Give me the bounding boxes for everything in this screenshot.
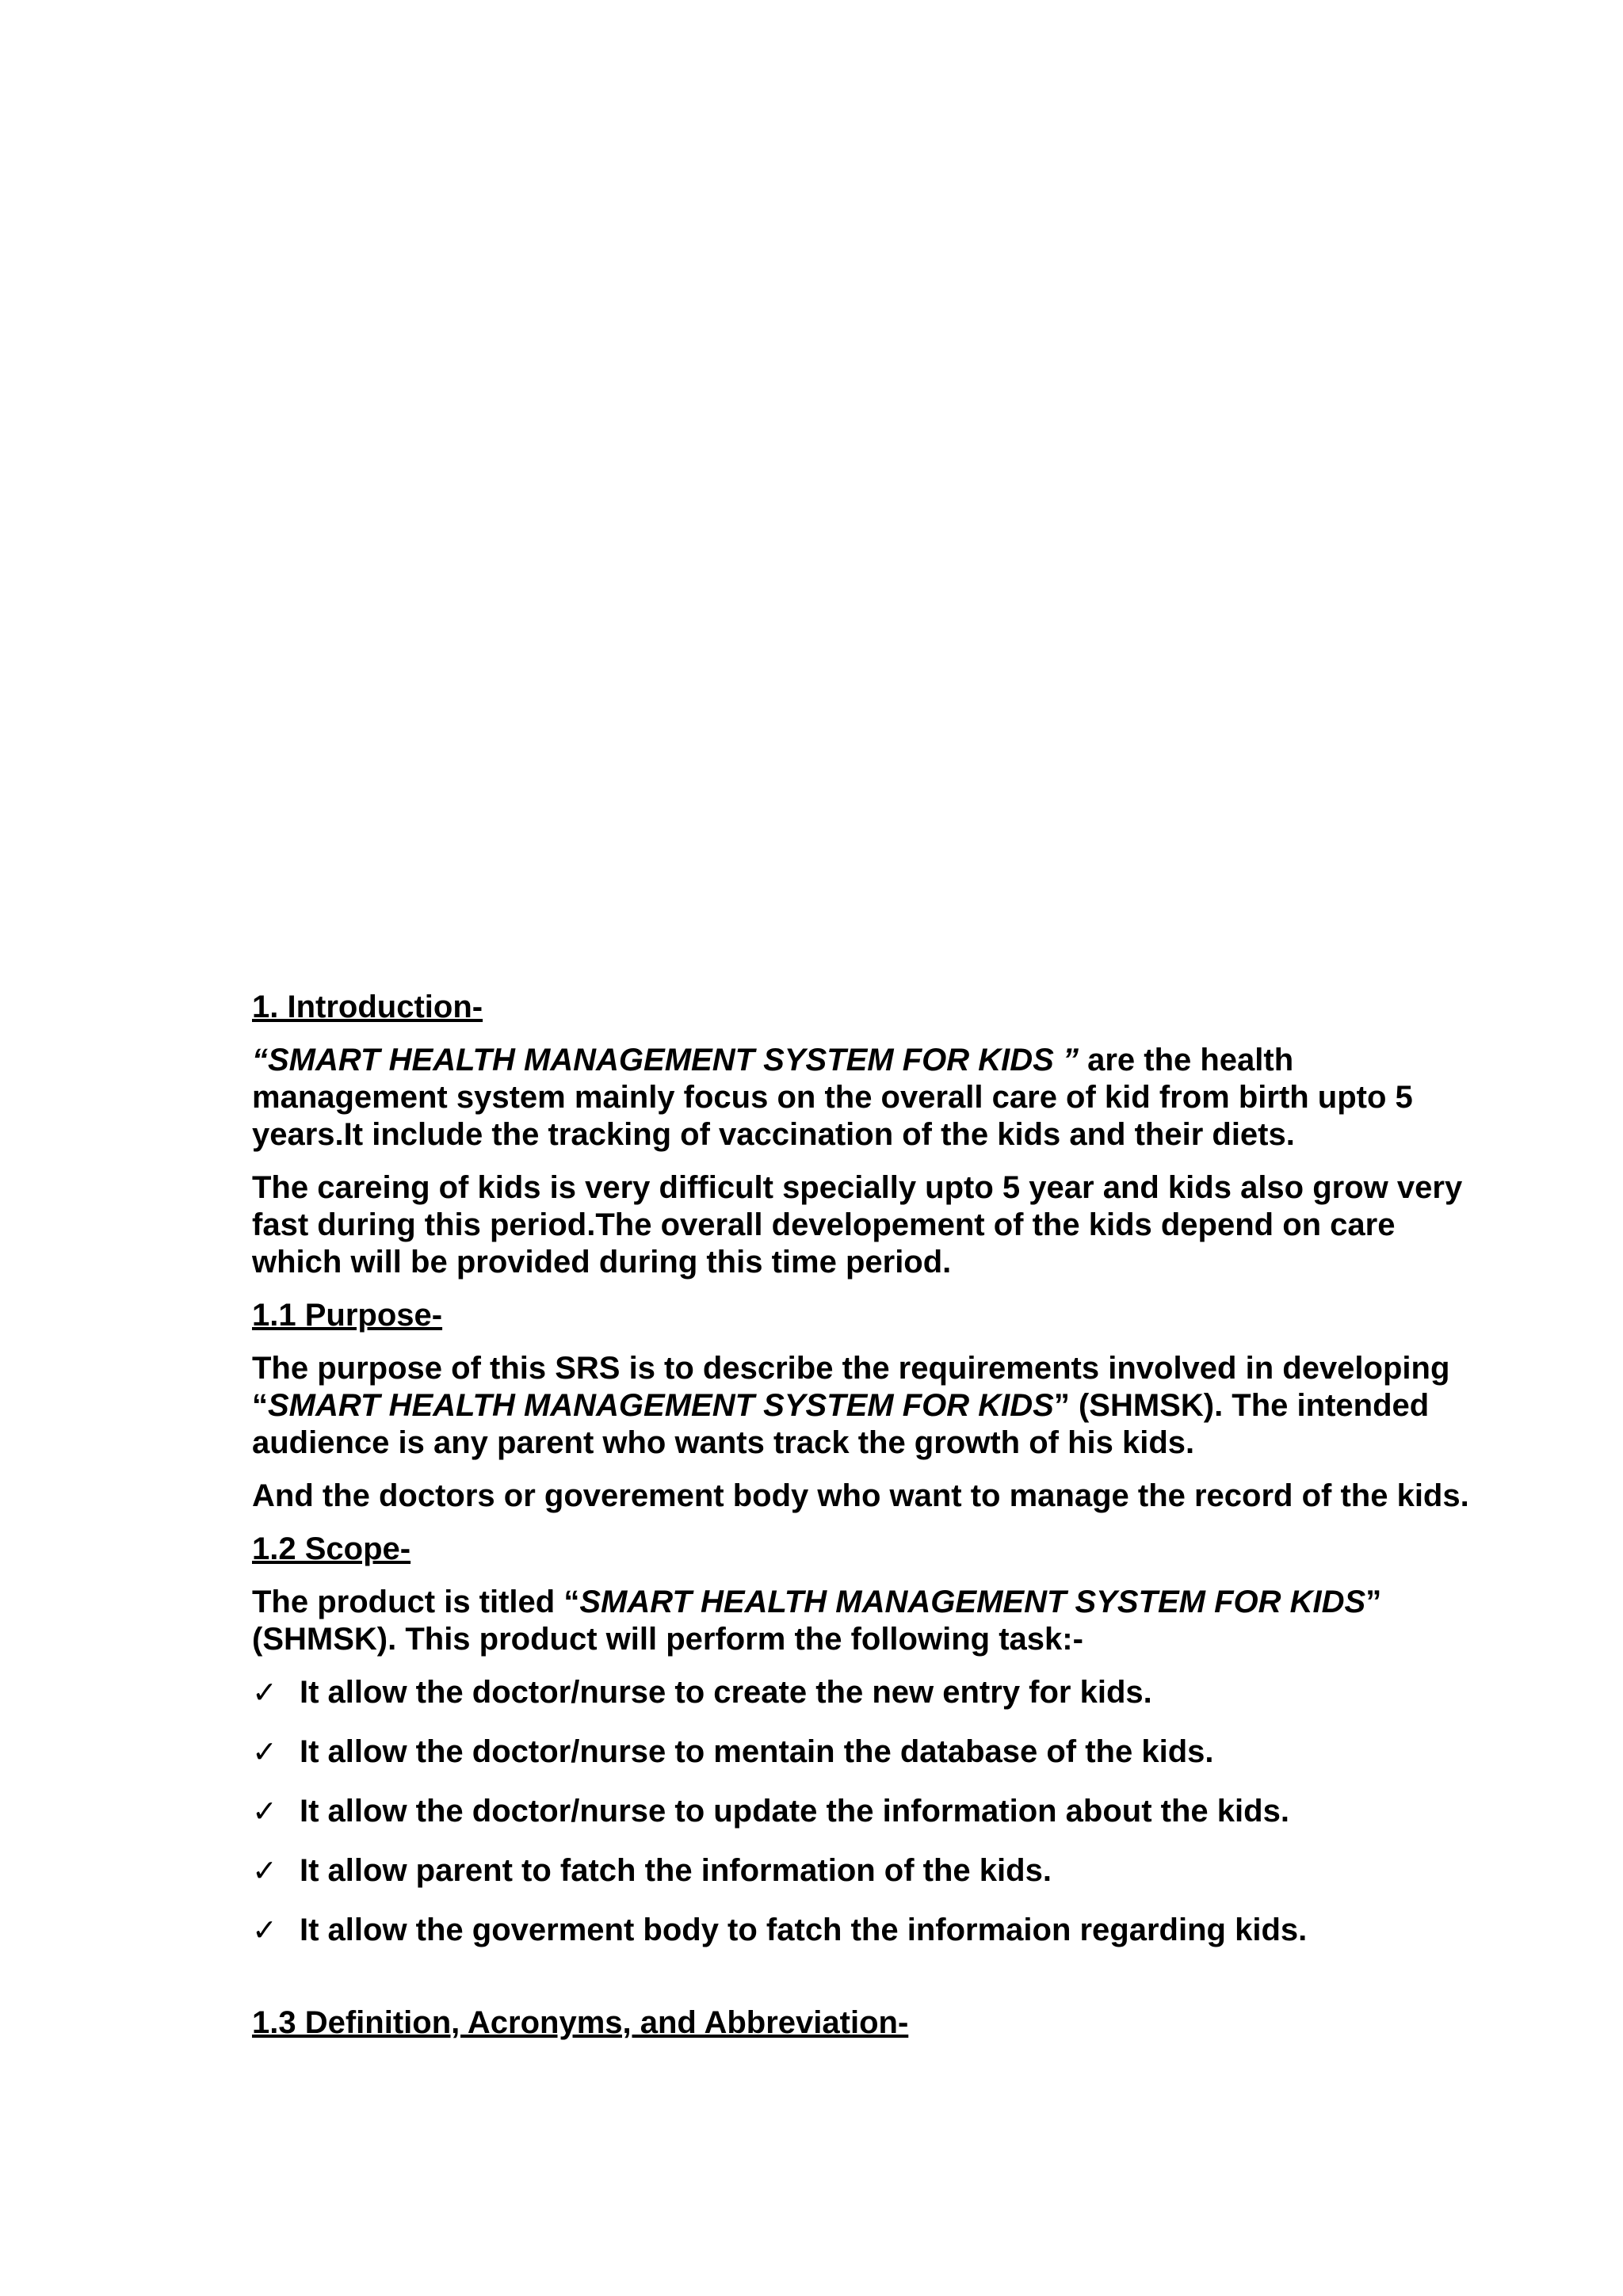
list-item-text: It allow the doctor/nurse to create the new entry for kids. [300, 1675, 1152, 1710]
section-heading-scope: 1.2 Scope- [252, 1531, 411, 1566]
list-item [252, 1793, 1488, 1830]
intro-paragraph-2: The careing of kids is very difficult specially upto 5 year and kids also grow very fast during this period.The overall developement of the kids depend on care which will be provided during this time period. [252, 1170, 1463, 1280]
section-heading-purpose: 1.1 Purpose- [252, 1298, 443, 1333]
product-title: SMART HEALTH MANAGEMENT SYSTEM FOR KIDS [268, 1388, 1054, 1423]
product-title-quote: “SMART HEALTH MANAGEMENT SYSTEM FOR KIDS ” [252, 1043, 1079, 1077]
scope-text-before: The product is titled “ [252, 1585, 580, 1619]
purpose-text-before: The purpose of this SRS is to describe the requirements involved in developing “ [252, 1351, 1450, 1423]
purpose-paragraph-1 [252, 1350, 1488, 1462]
intro-paragraph-1 [252, 1042, 1488, 1154]
list-item [252, 1852, 1488, 1890]
checkmark-icon: ✓ [252, 1853, 277, 1888]
list-item [252, 1912, 1488, 1949]
list-item [252, 1733, 1488, 1771]
checkmark-icon: ✓ [252, 1913, 277, 1947]
purpose-text-after: ” (SHMSK). The intended audience is any parent who wants track the growth of his kids. [252, 1388, 1430, 1460]
list-item-text: It allow parent to fatch the information of the kids. [300, 1853, 1052, 1888]
intro-paragraph-1-text: are the health management system mainly focus on the overall care of kid from birth upto 5 years.It include the tracking of vaccination of the kids and their diets. [252, 1043, 1413, 1152]
list-item [252, 1674, 1488, 1711]
scope-paragraph-1 [252, 1584, 1488, 1658]
checkmark-icon: ✓ [252, 1734, 277, 1769]
scope-text-after: ” (SHMSK). This product will perform the following task:- [252, 1585, 1382, 1657]
list-item-text: It allow the doctor/nurse to mentain the database of the kids. [300, 1734, 1214, 1769]
document-body [252, 989, 1488, 2058]
list-item-text: It allow the doctor/nurse to update the information about the kids. [300, 1794, 1289, 1829]
checkmark-icon: ✓ [252, 1794, 277, 1829]
section-heading-definitions: 1.3 Definition, Acronyms, and Abbreviation- [252, 2005, 909, 2040]
section-heading-introduction: 1. Introduction- [252, 990, 483, 1024]
list-item-text: It allow the goverment body to fatch the informaion regarding kids. [300, 1913, 1308, 1947]
checkmark-icon: ✓ [252, 1675, 277, 1710]
purpose-paragraph-2: And the doctors or goverement body who want to manage the record of the kids. [252, 1478, 1469, 1513]
product-title: SMART HEALTH MANAGEMENT SYSTEM FOR KIDS [579, 1585, 1366, 1619]
scope-task-list [252, 1674, 1488, 1949]
